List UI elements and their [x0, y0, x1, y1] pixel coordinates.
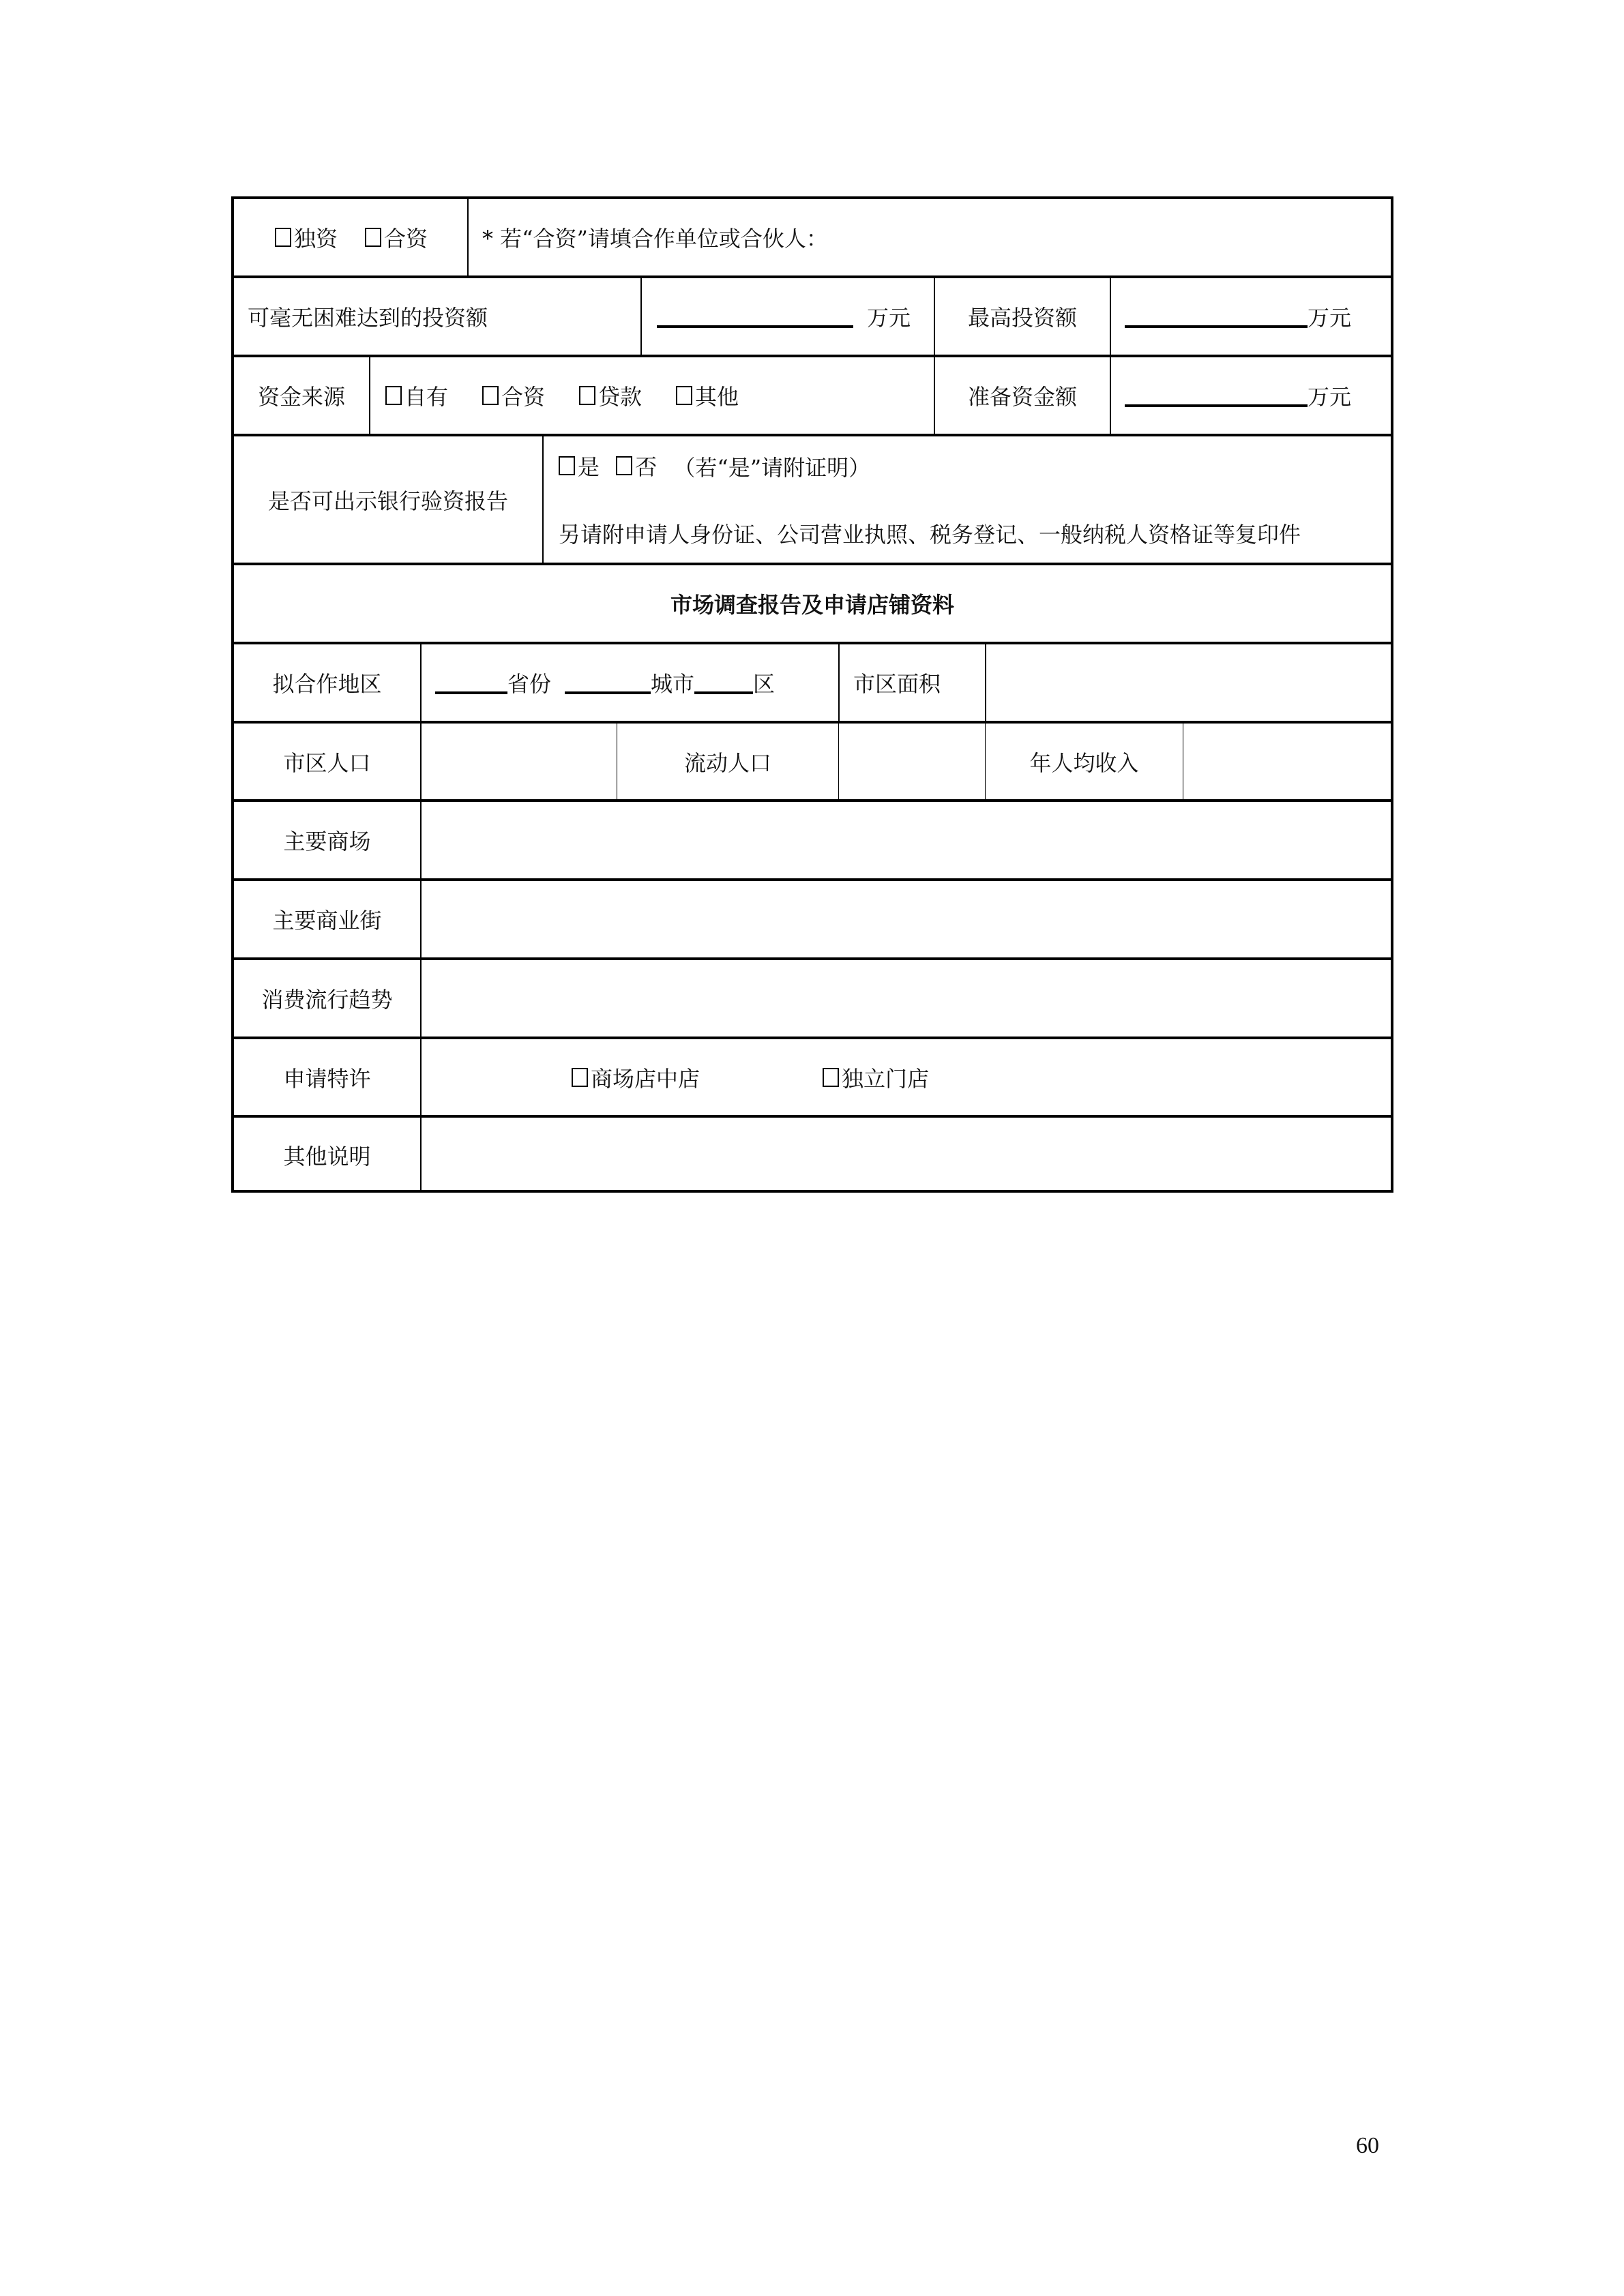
row-main-malls [234, 802, 1391, 881]
prepared-funds-field[interactable]: 万元 [1111, 357, 1391, 434]
bank-report-choice-line: 是 否 （若“是”请附证明） [559, 450, 870, 482]
option-sole[interactable]: 独资 [275, 222, 338, 253]
option-joint-venture[interactable]: 合资 [482, 380, 545, 411]
row-ownership [234, 199, 1391, 278]
other-notes-field[interactable] [422, 1118, 1391, 1193]
prepared-funds-label: 准备资金额 [967, 384, 1077, 410]
row-region [234, 644, 1391, 724]
blank-line[interactable] [1125, 384, 1308, 407]
row-main-streets [234, 881, 1391, 960]
option-other[interactable]: 其他 [676, 380, 739, 411]
max-investment-label: 最高投资额 [967, 305, 1077, 331]
section-title: 市场调查报告及申请店铺资料 [670, 592, 954, 618]
floating-population-field[interactable] [839, 724, 985, 799]
row-investment [234, 278, 1391, 357]
checkbox-icon[interactable] [676, 386, 692, 405]
other-notes-label: 其他说明 [283, 1144, 371, 1169]
annual-income-label: 年人均收入 [1029, 749, 1139, 776]
ownership-options-cell [234, 199, 469, 275]
bank-report-label: 是否可出示银行验资报告 [267, 488, 508, 514]
province-blank[interactable] [435, 671, 507, 694]
partner-field[interactable]: * 若“合资”请填合作单位或合伙人： [482, 226, 828, 252]
max-investment-field[interactable]: 万元 [1111, 278, 1391, 355]
bank-report-options [544, 436, 1391, 563]
blank-line[interactable] [1125, 305, 1308, 328]
main-streets-field[interactable] [422, 881, 1391, 957]
city-area-field[interactable] [986, 644, 1391, 721]
row-consumer-trends [234, 960, 1391, 1039]
option-shop-in-mall[interactable]: 商场店中店 [572, 1062, 700, 1093]
row-funding [234, 357, 1391, 436]
region-label: 拟合作地区 [272, 671, 382, 697]
checkbox-icon[interactable] [559, 456, 575, 475]
floating-population-label: 流动人口 [683, 749, 771, 776]
district-blank[interactable] [694, 671, 753, 694]
checkbox-icon[interactable] [385, 386, 402, 405]
checkbox-icon[interactable] [616, 456, 632, 475]
option-yes[interactable]: 是 [559, 450, 600, 481]
city-population-label: 市区人口 [283, 749, 371, 776]
checkbox-icon[interactable] [579, 386, 595, 405]
checkbox-icon[interactable] [572, 1068, 588, 1087]
row-section-title [234, 565, 1391, 644]
city-population-field[interactable] [422, 724, 617, 799]
franchise-type-options [422, 1039, 1391, 1115]
city-blank[interactable] [565, 671, 651, 694]
funding-label: 资金来源 [257, 384, 345, 410]
consumer-trends-field[interactable] [422, 960, 1391, 1037]
annual-income-field[interactable] [1183, 724, 1391, 799]
main-malls-field[interactable] [422, 802, 1391, 878]
franchise-application-table [231, 196, 1393, 1193]
checkbox-icon[interactable] [823, 1068, 839, 1087]
option-loan[interactable]: 贷款 [579, 380, 642, 411]
row-franchise-type [234, 1039, 1391, 1118]
blank-line[interactable] [657, 305, 853, 328]
attachments-note: 另请附申请人身份证、公司营业执照、税务登记、一般纳税人资格证等复印件 [559, 522, 1301, 548]
option-no[interactable]: 否 [616, 450, 657, 481]
franchise-type-label: 申请特许 [283, 1065, 371, 1092]
page-number: 60 [1356, 2133, 1379, 2158]
checkbox-icon[interactable] [482, 386, 499, 405]
checkbox-icon[interactable] [275, 228, 291, 247]
row-population [234, 724, 1391, 802]
row-bank-report [234, 436, 1391, 565]
region-field[interactable]: 省份 城市 区 [422, 644, 838, 721]
investment-amount-field[interactable]: 万元 [642, 278, 934, 355]
option-standalone-store[interactable]: 独立门店 [823, 1062, 929, 1093]
main-streets-label: 主要商业街 [272, 908, 382, 934]
investment-label: 可毫无困难达到的投资额 [248, 305, 488, 331]
option-own[interactable]: 自有 [385, 380, 448, 411]
funding-options [370, 357, 934, 434]
option-joint[interactable]: 合资 [365, 222, 428, 253]
row-other-notes [234, 1118, 1391, 1193]
main-malls-label: 主要商场 [283, 829, 371, 854]
checkbox-icon[interactable] [365, 228, 381, 247]
consumer-trends-label: 消费流行趋势 [261, 987, 393, 1013]
city-area-label: 市区面积 [853, 671, 941, 697]
